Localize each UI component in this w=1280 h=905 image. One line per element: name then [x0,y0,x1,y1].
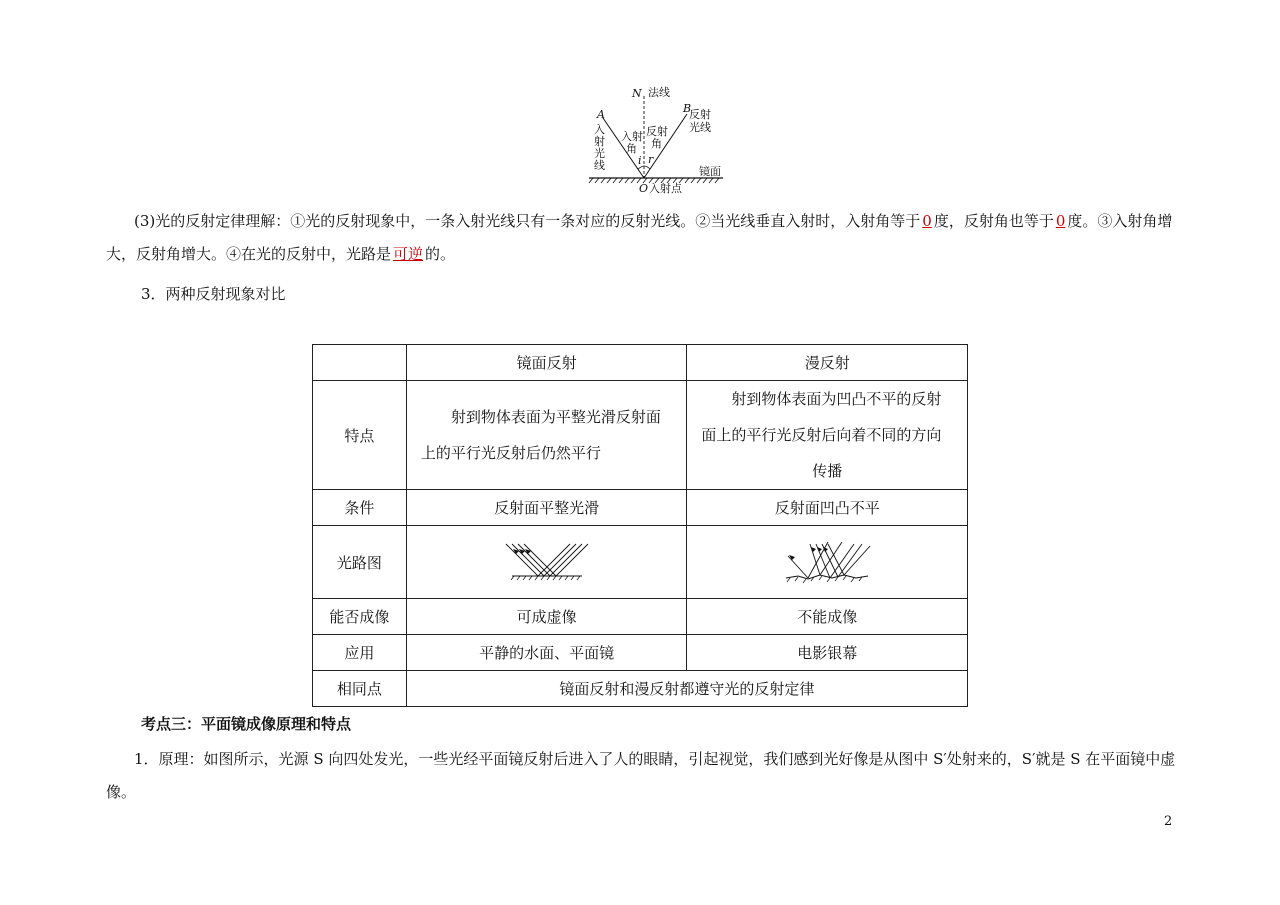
cell-application-specular: 平静的水面、平面镜 [406,635,687,671]
label-r: r [648,153,654,166]
incident-ray [603,118,644,178]
table-row-conditions [313,490,968,526]
table-row-light-path [313,526,968,599]
label-incident-ray-1: 入 [594,123,605,136]
reflection-comparison-table [312,344,968,707]
feature-specular-line-2: 上的平行光反射后仍然平行 [420,444,601,462]
row-label-conditions: 条件 [313,490,407,526]
feature-diffuse-line-3: 传播 [812,462,843,480]
label-reflected-angle-2: 角 [651,137,662,150]
section-heading-plane-mirror: 考点三：平面镜成像原理和特点 [141,715,352,733]
row-label-common: 相同点 [313,671,407,707]
feature-specular-line-1: 射到物体表面为平整光滑反射面 [450,408,661,426]
label-a: A [597,108,605,121]
para3-text-1: (3)光的反射定律理解：①光的反射现象中，一条入射光线只有一条对应的反射光线。②当光线垂直入射时，入射角等于 [134,212,921,230]
reflected-angle-arc [644,166,650,169]
cell-feature-diffuse [687,381,968,490]
answer-blank-2: 0 [1055,212,1066,230]
feature-diffuse-line-1: 射到物体表面为凹凸不平的反射 [731,390,942,408]
page-number: 2 [1164,814,1173,829]
label-incident-angle-1: 入射 [621,130,643,143]
cell-path-diffuse [687,526,968,599]
diffuse-reflection-diagram [782,538,872,586]
answer-blank-1: 0 [922,212,932,230]
label-reflected-angle-1: 反射 [646,125,668,138]
label-incident-ray-2: 射 [594,135,605,148]
label-incident-angle-2: 角 [626,142,637,155]
label-b: B [683,102,692,115]
table-row-common [313,671,968,707]
label-mirror: 镜面 [699,165,721,178]
label-incident-ray-4: 线 [594,159,605,172]
row-label-application: 应用 [313,635,407,671]
label-o: O [639,182,649,195]
reflection-diagram [585,84,727,196]
label-n: N [632,87,642,100]
table-header-row [313,345,968,381]
reflection-diagram-svg [585,84,727,196]
cell-feature-specular [406,381,687,490]
label-incident-point: 入射点 [649,182,682,195]
cell-imaging-specular: 可成虚像 [406,599,687,635]
cell-condition-diffuse: 反射面凹凸不平 [687,490,968,526]
header-cell-specular: 镜面反射 [406,345,687,381]
section-heading-comparison: 3．两种反射现象对比 [141,285,286,303]
table-row-imaging [313,599,968,635]
cell-imaging-diffuse: 不能成像 [687,599,968,635]
cell-application-diffuse: 电影银幕 [687,635,968,671]
feature-diffuse-line-2: 面上的平行光反射后向着不同的方向 [701,426,942,444]
cell-common-value: 镜面反射和漫反射都遵守光的反射定律 [406,671,967,707]
para3-text-3: 度。③入射角增大，反射角增大。④在光的反射中，光路是 [106,212,1173,263]
cell-condition-specular: 反射面平整光滑 [406,490,687,526]
para3-text-2: 度，反射角也等于 [933,212,1054,230]
header-cell-diffuse: 漫反射 [687,345,968,381]
label-reflected-ray-2: 光线 [689,121,711,134]
paragraph-law-understanding [106,205,1176,271]
table-row-features [313,381,968,490]
answer-blank-3: 可逆 [393,245,424,263]
row-label-light-path: 光路图 [313,526,407,599]
label-i: i [638,154,642,167]
header-cell-empty [313,345,407,381]
label-normal: 法线 [648,86,670,99]
table-row-application [313,635,968,671]
cell-path-specular [406,526,687,599]
row-label-imaging: 能否成像 [313,599,407,635]
specular-reflection-diagram [502,538,592,586]
row-label-features: 特点 [313,381,407,490]
para3-text-4: 的。 [425,245,456,263]
label-reflected-ray-1: 反射 [689,108,711,121]
label-incident-ray-3: 光 [594,147,605,160]
paragraph-principle: 1．原理：如图所示，光源 S 向四处发光，一些光经平面镜反射后进入了人的眼睛，引起视觉，我们感到光好像是从图中 S′处射来的，S′就是 S 在平面镜中虚像。 [106,750,1176,801]
